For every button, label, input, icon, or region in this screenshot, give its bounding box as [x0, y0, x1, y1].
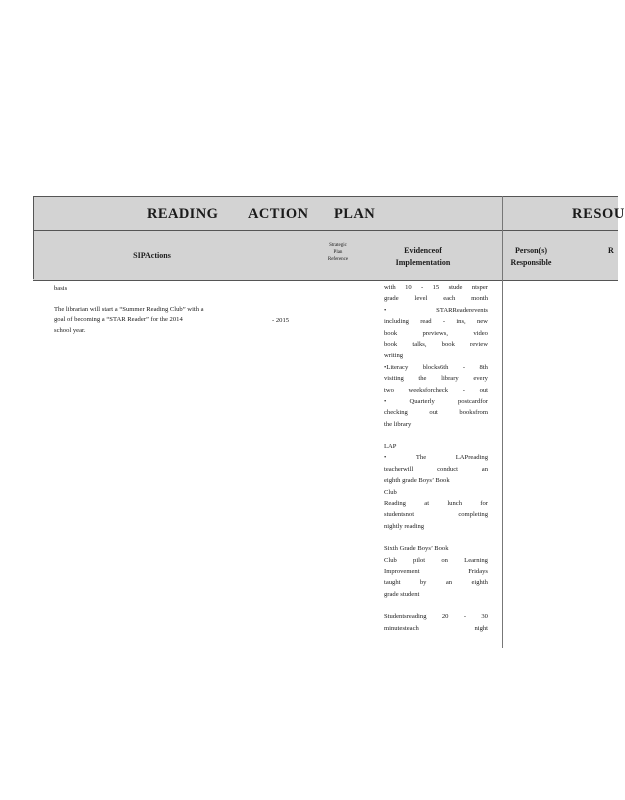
evidence-line: Club	[384, 488, 397, 496]
evidence-line: teacherwill conduct an	[384, 465, 488, 473]
column-divider-resources	[502, 196, 503, 648]
evidence-line: checking out booksfrom	[384, 409, 488, 417]
evidence-line: LAP	[384, 443, 397, 451]
strategic-plan-reference-header: Strategic Plan Reference	[327, 243, 349, 262]
sip-actions-header: SIPActions	[133, 251, 171, 260]
truncated-header: R	[608, 246, 614, 255]
persons-responsible-header: Person(s) Responsible	[510, 246, 552, 267]
title-word-plan: PLAN	[334, 206, 376, 222]
evidence-line: •Literacy blocks6th - 8th	[384, 363, 488, 371]
table-left-border	[33, 196, 34, 279]
title-word-reading: READING	[147, 206, 219, 222]
evidence-line: visiting the library every	[384, 375, 488, 383]
basis-text: basis	[54, 285, 68, 292]
evidence-line: Studentsreading 20 - 30	[384, 613, 488, 621]
evidence-line: the library	[384, 420, 412, 428]
evidence-line: eighth grade Boys’ Book	[384, 477, 450, 485]
evidence-line: taught by an eighth	[384, 579, 488, 587]
evidence-column	[384, 282, 488, 645]
header-divider	[33, 230, 618, 231]
evidence-block	[384, 282, 488, 430]
evidence-line: two weeksforcheck - out	[384, 386, 488, 394]
action-text: The librarian will start a “Summer Reading Club” with a goal of becoming a “STAR Reader” for the 2014 school year.	[54, 306, 204, 334]
evidence-line: book talks, book review	[384, 340, 488, 348]
evidence-line: nightly reading	[384, 522, 425, 530]
evidence-line: • STARReaderevents	[384, 306, 488, 314]
evidence-line: including read - ins, new	[384, 318, 488, 326]
reference-text: - 2015	[272, 317, 290, 324]
evidence-line: • The LAPreading	[384, 454, 488, 462]
evidence-line: book previews, video	[384, 329, 488, 337]
evidence-line: with 10 - 15 stude ntsper	[384, 284, 488, 291]
title-word-action: ACTION	[248, 206, 309, 222]
evidence-header: Evidenceof Implementation	[395, 246, 451, 267]
evidence-block	[384, 611, 488, 634]
resources-title: RESOU	[572, 206, 625, 222]
evidence-line: Improvement Fridays	[384, 567, 488, 575]
evidence-block	[384, 543, 488, 600]
evidence-line: • Quarterly postcardfor	[384, 397, 488, 405]
evidence-line: minutesteach night	[384, 624, 488, 632]
evidence-line: Club pilot on Learning	[384, 556, 488, 564]
evidence-block	[384, 441, 488, 532]
evidence-line: studentsnot completing	[384, 511, 488, 519]
evidence-line: Reading at lunch for	[384, 500, 488, 508]
evidence-line: grade level each month	[384, 295, 488, 303]
evidence-line: writing	[384, 352, 404, 360]
evidence-line: Sixth Grade Boys’ Book	[384, 545, 449, 553]
evidence-line: grade student	[384, 590, 420, 598]
